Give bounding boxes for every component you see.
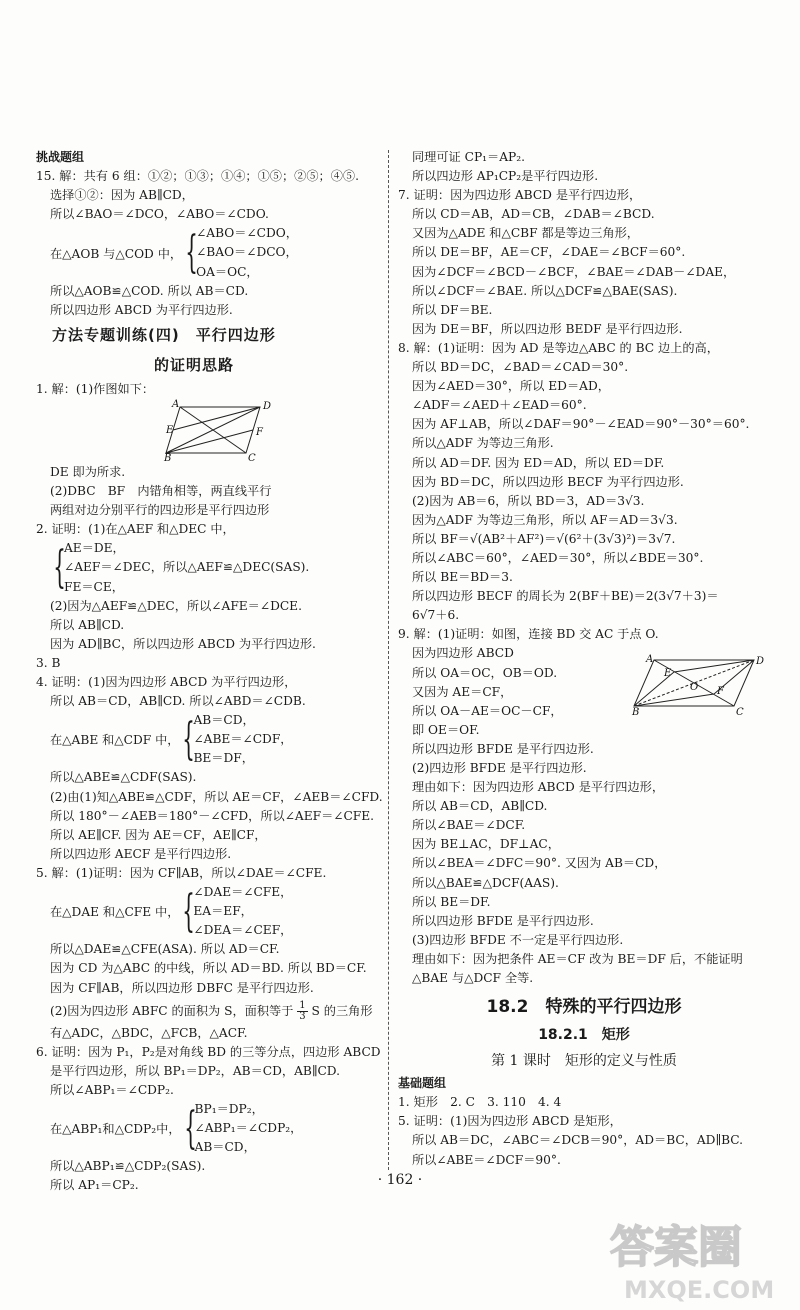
answer-line: 所以△ABP₁≌△CDP₂(SAS). bbox=[50, 1159, 206, 1174]
answer-line: 所以 AB＝CD，AB∥CD. bbox=[412, 799, 548, 814]
answer-line: 因为 AF⊥AB，所以∠DAF＝90°－∠EAD＝90°－30°＝60°. bbox=[412, 417, 750, 432]
answer-line: 所以 BE＝DF. bbox=[412, 894, 491, 909]
label-e: E bbox=[664, 668, 672, 679]
section-heading-challenge: 挑战题组 bbox=[36, 150, 85, 164]
left-brace: { bbox=[183, 1102, 197, 1154]
page-number: · 162 · bbox=[377, 1172, 423, 1188]
answer-line: 3. B bbox=[36, 655, 61, 670]
answer-line: (2)由(1)知△ABE≌△CDF，所以 AE＝CF，∠AEB＝∠CFD. bbox=[50, 789, 383, 804]
answer-line: 所以四边形 BFDE 是平行四边形. bbox=[412, 741, 594, 756]
answer-line: 6√7＋6. bbox=[412, 608, 460, 623]
answer-line: 所以四边形 BFDE 是平行四边形. bbox=[412, 913, 594, 928]
left-brace: { bbox=[182, 713, 196, 765]
brace-system bbox=[36, 539, 384, 596]
answer-line: 所以四边形 ABCD 为平行四边形. bbox=[50, 302, 233, 317]
answer-line: △BAE 与△DCF 全等. bbox=[412, 971, 534, 986]
label-f: F bbox=[256, 426, 263, 438]
chapter-heading: 18.2 特殊的平行四边形 bbox=[486, 997, 682, 1018]
answer-line: 因为 AD∥BC，所以四边形 ABCD 为平行四边形. bbox=[50, 636, 316, 651]
label-a: A bbox=[172, 398, 180, 410]
parallelogram-figure-2 bbox=[632, 654, 765, 718]
answer-line: 5. 证明：(1)因为四边形 ABCD 是矩形， bbox=[398, 1114, 622, 1129]
brace-system bbox=[36, 883, 384, 940]
answer-line: 因为△ADF 为等边三角形，所以 AF＝AD＝3√3. bbox=[412, 512, 678, 527]
answer-line: 1. 矩形 2. C 3. 110 4. 4 bbox=[398, 1095, 562, 1110]
label-o: O bbox=[690, 682, 699, 693]
answer-line: 所以 AB＝DC，∠ABC＝∠DCB＝90°，AD＝BC，AD∥BC. bbox=[412, 1133, 744, 1148]
answer-line: 所以 DF＝BE. bbox=[412, 302, 493, 317]
answer-line: 所以四边形 BECF 的周长为 2(BF＋BE)＝2(3√7＋3)＝ bbox=[412, 589, 719, 604]
parallelogram-diagram bbox=[164, 398, 276, 464]
column-divider bbox=[388, 150, 389, 1170]
answer-line: 选择①②：因为 AB∥CD， bbox=[50, 188, 194, 203]
answer-line: 所以 180°－∠AEB＝180°－∠CFD，所以∠AEF＝∠CFE. bbox=[50, 808, 375, 823]
answer-line: 因为 DE＝BF，所以四边形 BEDF 是平行四边形. bbox=[412, 321, 683, 336]
answer-line: 所以△DAE≌△CFE(ASA). 所以 AD＝CF. bbox=[50, 942, 280, 957]
label-d: D bbox=[263, 400, 272, 412]
answer-line: 所以∠DCF＝∠BAE. 所以△DCF≌△BAE(SAS). bbox=[412, 283, 678, 298]
brace-lines bbox=[64, 539, 309, 596]
fraction-denominator: 3 bbox=[299, 1010, 306, 1022]
answer-line: 同理可证 CP₁＝AP₂. bbox=[412, 150, 525, 164]
answer-line: 所以△AOB≌△COD. 所以 AB＝CD. bbox=[50, 283, 249, 298]
answer-line: 8. 解：(1)证明：因为 AD 是等边△ABC 的 BC 边上的高， bbox=[398, 340, 719, 355]
brace-line: ∠ABO＝∠CDO， bbox=[196, 226, 298, 241]
answer-line: 9. 解：(1)证明：如图，连接 BD 交 AC 于点 O. bbox=[398, 627, 659, 642]
parallelogram-figure-1 bbox=[36, 399, 384, 463]
answer-line: 所以∠BAE＝∠DCF. bbox=[412, 818, 526, 833]
answer-line: 2. 证明：(1)在△AEF 和△DEC 中， bbox=[36, 522, 235, 537]
watermark-main-text: 答案圈 bbox=[610, 1222, 742, 1273]
answer-line: 1. 解：(1)作图如下： bbox=[36, 381, 155, 396]
watermark-sub-text: MXQE.COM bbox=[624, 1276, 775, 1304]
brace-line: ∠BAO＝∠DCO， bbox=[196, 245, 298, 260]
answer-line: 所以四边形 AP₁CP₂是平行四边形. bbox=[412, 169, 599, 184]
answer-line: 又因为 AE＝CF， bbox=[412, 684, 513, 699]
answer-line: (2)DBC BF 内错角相等，两直线平行 bbox=[50, 484, 272, 499]
left-brace: { bbox=[185, 227, 198, 279]
answer-line: 所以 BE＝BD＝3. bbox=[412, 570, 513, 585]
brace-line: ∠DAE＝∠CFE， bbox=[193, 885, 293, 900]
label-c: C bbox=[248, 452, 256, 464]
brace-line: OA＝OC， bbox=[196, 264, 259, 279]
fraction-tail: S 的三角形 bbox=[311, 1003, 373, 1018]
answer-line: 15. 解：共有 6 组：①②；①③；①④；①⑤；②⑤；④⑤. bbox=[36, 169, 359, 184]
section-heading-basic: 基础题组 bbox=[398, 1076, 447, 1091]
answer-line: (2)因为△AEF≌△DEC，所以∠AFE＝∠DCE. bbox=[50, 598, 302, 613]
brace-line: ∠AEF＝∠DEC，所以△AEF≌△DEC(SAS). bbox=[64, 560, 310, 575]
answer-line: DE 即为所求. bbox=[50, 464, 126, 479]
label-d: D bbox=[756, 656, 765, 667]
answer-line: 所以∠BEA＝∠DFC＝90°. 又因为 AB＝CD， bbox=[412, 856, 667, 871]
brace-line: AE＝DE， bbox=[64, 541, 125, 556]
label-e: E bbox=[166, 424, 174, 436]
answer-line: 所以 OA－AE＝OC－CF， bbox=[412, 703, 563, 718]
answer-line: 所以 OA＝OC，OB＝OD. bbox=[412, 665, 558, 680]
answer-line: 有△ADC，△BDC，△FCB，△ACF. bbox=[50, 1025, 248, 1040]
answer-line: 又因为△ADE 和△CBF 都是等边三角形， bbox=[412, 226, 639, 241]
subsection-heading: 18.2.1 矩形 bbox=[538, 1027, 630, 1044]
answer-line: 所以 AP₁＝CP₂. bbox=[50, 1178, 139, 1193]
segment-ac bbox=[180, 407, 246, 453]
method-title-cont: 的证明思路 bbox=[154, 355, 235, 374]
fraction-one-third bbox=[297, 1001, 307, 1022]
answer-line: 因为四边形 ABCD bbox=[412, 646, 514, 661]
answer-line: 4. 证明：(1)因为四边形 ABCD 为平行四边形， bbox=[36, 675, 297, 689]
answer-line: 所以 DE＝BF，AE＝CF，∠DAE＝∠BCF＝60°. bbox=[412, 245, 686, 260]
left-brace: { bbox=[53, 541, 66, 593]
answer-line: (3)四边形 BFDE 不一定是平行四边形. bbox=[412, 932, 624, 947]
fraction-numerator: 1 bbox=[299, 999, 306, 1011]
left-brace: { bbox=[182, 885, 196, 937]
left-column bbox=[36, 148, 384, 1195]
brace-line: AB＝CD， bbox=[193, 713, 255, 728]
answer-line: (2)四边形 BFDE 是平行四边形. bbox=[412, 761, 587, 775]
answer-line: 所以△ABE≌△CDF(SAS). bbox=[50, 770, 197, 785]
answer-line: 所以∠ABE＝∠DCF＝90°. bbox=[412, 1152, 561, 1167]
answer-line: 理由如下：因为四边形 ABCD 是平行四边形， bbox=[412, 780, 665, 795]
answer-line: 因为∠DCF＝∠BCD－∠BCF，∠BAE＝∠DAB－∠DAE， bbox=[412, 264, 736, 279]
answer-line: 所以 AB∥CD. bbox=[50, 617, 125, 632]
answer-line: ∠ADF＝∠AED＋∠EAD＝60°. bbox=[412, 398, 587, 413]
brace-lines bbox=[196, 224, 298, 281]
answer-line: 所以 BF＝√(AB²＋AF²)＝√(6²＋(3√3)²)＝3√7. bbox=[412, 531, 676, 546]
parallelogram-diagram-o bbox=[634, 654, 764, 716]
answer-line: 理由如下：因为把条件 AE＝CF 改为 BE＝DF 后，不能证明 bbox=[412, 951, 743, 966]
answer-line: 即 OE＝OF. bbox=[412, 722, 480, 737]
answer-line: 所以 AD＝DF. 因为 ED＝AD，所以 ED＝DF. bbox=[412, 455, 665, 470]
watermark-graphic bbox=[410, 1212, 775, 1304]
answer-line: 所以 CD＝AB，AD＝CB，∠DAB＝∠BCD. bbox=[412, 207, 655, 222]
segment-de bbox=[173, 407, 260, 430]
answer-line: 所以四边形 AECF 是平行四边形. bbox=[50, 846, 232, 861]
label-a: A bbox=[646, 654, 654, 665]
label-b: B bbox=[164, 452, 172, 464]
answer-line: 7. 证明：因为四边形 ABCD 是平行四边形， bbox=[398, 188, 642, 203]
brace-line: EA＝EF， bbox=[193, 904, 253, 919]
segment-bf bbox=[166, 430, 253, 453]
answer-line: 因为 CD 为△ABC 的中线，所以 AD＝BD. 所以 BD＝CF. bbox=[50, 961, 367, 976]
brace-line: FE＝CE， bbox=[64, 579, 124, 594]
answer-line: 因为 CF∥AB，所以四边形 DBFC 是平行四边形. bbox=[50, 980, 314, 995]
answer-line-fraction bbox=[36, 998, 384, 1024]
answer-line: 所以∠ABC＝60°，∠AED＝30°，所以∠BDE＝30°. bbox=[412, 550, 704, 565]
brace-lead: 在△ABE 和△CDF 中， bbox=[50, 733, 180, 748]
answer-line: 所以 BD＝DC，∠BAD＝∠CAD＝30°. bbox=[412, 360, 629, 375]
answer-line: 因为 BD＝DC，所以四边形 BECF 为平行四边形. bbox=[412, 474, 684, 489]
brace-line: ∠DEA＝∠CEF， bbox=[193, 923, 293, 938]
answer-line: 所以△BAE≌△DCF(AAS). bbox=[412, 875, 559, 890]
brace-line: BE＝DF， bbox=[193, 751, 254, 766]
label-b: B bbox=[632, 707, 640, 718]
answer-line: 所以 AB＝CD，AB∥CD. 所以∠ABD＝∠CDB. bbox=[50, 694, 306, 709]
answer-line: 因为 BE⊥AC，DF⊥AC， bbox=[412, 837, 560, 852]
answer-line: 因为∠AED＝30°，所以 ED＝AD， bbox=[412, 379, 610, 394]
watermark-logo bbox=[410, 1212, 775, 1304]
answer-line: 所以∠BAO＝∠DCO，∠ABO＝∠CDO. bbox=[50, 207, 269, 222]
answer-line: 5. 解：(1)证明：因为 CF∥AB，所以∠DAE＝∠CFE. bbox=[36, 865, 327, 880]
answer-line: 6. 证明：因为 P₁，P₂是对角线 BD 的三等分点，四边形 ABCD bbox=[36, 1044, 381, 1059]
brace-line: AB＝CD， bbox=[194, 1140, 256, 1155]
label-c: C bbox=[736, 707, 744, 718]
brace-lead: 在△AOB 与△COD 中， bbox=[50, 246, 183, 261]
brace-line: ∠ABE＝∠CDF， bbox=[193, 732, 293, 747]
answer-line: 是平行四边形，所以 BP₁＝DP₂，AB＝CD，AB∥CD. bbox=[50, 1063, 340, 1078]
brace-system bbox=[36, 224, 384, 281]
brace-system bbox=[36, 1100, 384, 1157]
brace-lead: 在△ABP₁和△CDP₂中， bbox=[50, 1122, 181, 1137]
brace-lines bbox=[193, 883, 292, 940]
answer-line: 所以 AE∥CF. 因为 AE＝CF，AE∥CF， bbox=[50, 827, 267, 842]
fraction-lead: (2)因为四边形 ABFC 的面积为 S，面积等于 bbox=[50, 1003, 294, 1018]
brace-system bbox=[36, 711, 384, 768]
answer-line: 所以△ADF 为等边三角形. bbox=[412, 436, 554, 451]
brace-lines bbox=[195, 1100, 303, 1157]
answer-line: 所以∠ABP₁＝∠CDP₂. bbox=[50, 1082, 174, 1097]
brace-line: ∠ABP₁＝∠CDP₂， bbox=[194, 1121, 303, 1136]
answer-line: 两组对边分别平行的四边形是平行四边形 bbox=[50, 503, 270, 518]
label-f: F bbox=[717, 686, 724, 697]
answer-line: (2)因为 AB＝6，所以 BD＝3，AD＝3√3. bbox=[412, 493, 645, 508]
brace-line: BP₁＝DP₂， bbox=[194, 1102, 264, 1116]
brace-lead: 在△DAE 和△CFE 中， bbox=[50, 905, 180, 920]
lesson-heading: 第 1 课时 矩形的定义与性质 bbox=[491, 1053, 677, 1070]
brace-lines bbox=[193, 711, 292, 768]
method-title: 方法专题训练(四) 平行四边形 bbox=[52, 325, 276, 344]
